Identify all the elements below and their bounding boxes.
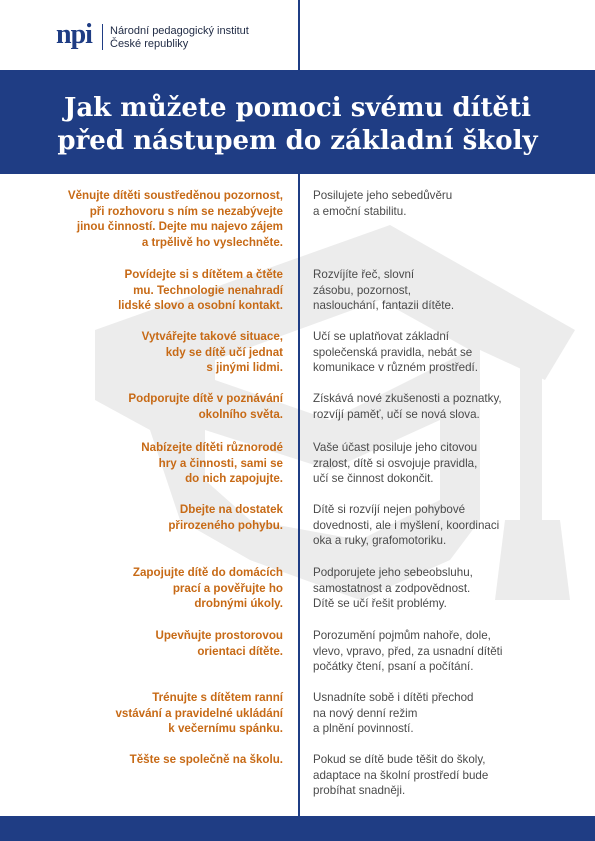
tip-line: kdy se dítě učí jednat <box>165 345 283 359</box>
page-title-line1: Jak můžete pomoci svému dítěti <box>64 93 531 123</box>
tip-line: přirozeného pohybu. <box>168 518 283 532</box>
tip-line: Podporujte dítě v poznávání <box>128 392 283 405</box>
tip-text <box>33 391 283 422</box>
tip-line: lidské slovo a osobní kontakt. <box>118 299 283 312</box>
benefit-text <box>313 565 563 612</box>
benefit-line: Rozvíjíte řeč, slovní <box>313 268 415 281</box>
benefit-line: Vaše účast posiluje jeho citovou <box>313 441 478 454</box>
tip-text <box>33 188 283 250</box>
tip-text <box>33 267 283 314</box>
benefit-line: počátky čtení, psaní a počítání. <box>313 660 474 673</box>
logo-separator <box>102 24 103 50</box>
tip-line: k večernímu spánku. <box>168 722 283 735</box>
tip-line: Těšte se společně na školu. <box>129 753 283 766</box>
tip-line: hry a činnosti, sami se <box>158 456 283 470</box>
benefit-text <box>313 329 563 376</box>
benefit-line: Dítě si rozvíjí nejen pohybové <box>313 503 466 516</box>
benefit-line: Pokud se dítě bude těšit do školy, <box>313 753 486 766</box>
benefit-line: dovednosti, ale i myšlení, koordinaci <box>313 518 500 532</box>
benefit-line: na nový denní režim <box>313 706 418 720</box>
benefit-line: společenská pravidla, nebát se <box>313 345 473 359</box>
organization-name-line2: České republiky <box>110 38 189 50</box>
tip-line: Povídejte si s dítětem a čtěte <box>124 268 283 281</box>
page-title-line2: před nástupem do základní školy <box>57 126 538 156</box>
benefit-line: rozvíjí paměť, učí se nová slova. <box>313 407 480 421</box>
benefit-line: a plnění povinností. <box>313 722 414 735</box>
benefit-line: Získává nové zkušenosti a poznatky, <box>313 392 502 405</box>
benefit-line: Porozumění pojmům nahoře, dole, <box>313 629 491 642</box>
benefit-text <box>313 502 563 549</box>
tip-line: při rozhovoru s ním se nezabývejte <box>89 204 283 218</box>
benefit-line: učí se činnost dokončit. <box>313 472 434 485</box>
tip-line: mu. Technologie nenahradí <box>133 283 283 297</box>
benefit-text <box>313 628 563 675</box>
benefit-line: komunikace v různém prostředí. <box>313 361 478 374</box>
benefit-line: adaptace na školní prostředí bude <box>313 768 489 782</box>
benefit-text <box>313 752 563 799</box>
tip-line: s jinými lidmi. <box>206 361 283 374</box>
benefit-text <box>313 440 563 487</box>
benefit-line: Dítě se učí řešit problémy. <box>313 597 447 610</box>
benefit-text <box>313 267 563 314</box>
tip-line: okolního světa. <box>198 407 283 421</box>
tip-text <box>33 440 283 487</box>
benefit-line: Podporujete jeho sebeobsluhu, <box>313 566 473 579</box>
tip-text <box>33 628 283 659</box>
tip-text <box>33 502 283 533</box>
header-divider <box>298 0 300 70</box>
organization-name-line1: Národní pedagogický institut <box>110 25 249 37</box>
benefit-text <box>313 391 563 422</box>
tip-line: Věnujte dítěti soustředěnou pozornost, <box>67 189 283 202</box>
benefit-line: Posilujete jeho sebedůvěru <box>313 189 453 202</box>
tip-text <box>33 690 283 737</box>
tip-line: Zapojujte dítě do domácích <box>132 566 283 579</box>
benefit-line: Usnadníte sobě i dítěti přechod <box>313 691 474 704</box>
page-title <box>0 92 595 158</box>
tip-line: do nich zapojujte. <box>185 472 283 485</box>
tip-line: a trpělivě ho vyslechněte. <box>141 235 283 249</box>
benefit-line: zralost, dítě si osvojuje pravidla, <box>313 456 478 470</box>
benefit-line: samostatnost a zodpovědnost. <box>313 581 471 595</box>
benefit-text <box>313 188 563 219</box>
column-divider <box>298 174 300 816</box>
tip-line: jinou činností. Dejte mu najevo zájem <box>76 220 283 233</box>
benefit-line: zásobu, pozornost, <box>313 283 411 297</box>
tip-line: Dbejte na dostatek <box>179 503 283 516</box>
footer-band <box>0 816 595 841</box>
tip-line: Upevňujte prostorovou <box>155 629 283 642</box>
tip-text <box>33 329 283 376</box>
organization-name <box>110 25 249 51</box>
tip-text <box>33 565 283 612</box>
benefit-line: Učí se uplatňovat základní <box>313 330 449 343</box>
tip-text <box>33 752 283 768</box>
tip-line: Vytvářejte takové situace, <box>141 330 283 343</box>
benefit-line: probíhat snadněji. <box>313 784 406 797</box>
tip-line: orientaci dítěte. <box>197 644 283 658</box>
tip-line: Nabízejte dítěti různorodé <box>141 441 283 454</box>
tip-line: drobnými úkoly. <box>194 597 283 610</box>
tip-line: Trénujte s dítětem ranní <box>152 691 283 704</box>
tip-line: vstávání a pravidelné ukládání <box>115 706 283 720</box>
benefit-line: oka a ruky, grafomotoriku. <box>313 534 447 547</box>
header <box>0 0 595 70</box>
benefit-line: a emoční stabilitu. <box>313 204 407 218</box>
benefit-text <box>313 690 563 737</box>
npi-logo[interactable]: npi <box>56 19 92 50</box>
benefit-line: naslouchání, fantazii dítěte. <box>313 299 455 312</box>
benefit-line: vlevo, vpravo, před, za usnadní dítěti <box>313 644 503 658</box>
tip-line: prací a pověřujte ho <box>172 581 283 595</box>
